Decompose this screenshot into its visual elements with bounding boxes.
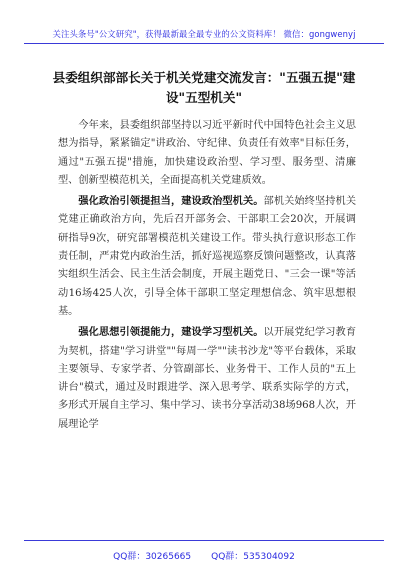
paragraph-intro [58,116,356,190]
header-notice: 关注头条号"公文研究"，获得最新最全最专业的公文资料库！ 微信：gongwenyj [52,29,356,39]
footer-qq-group-2: QQ群：535304092 [211,552,295,562]
document-body [58,116,356,436]
document-title [40,68,368,108]
paragraph-lead: 强化思想引领提能力，建设学习型机关。 [78,326,264,339]
paragraph-text: 今年来，县委组织部坚持以习近平新时代中国特色社会主义思想为指导，紧紧锚定"讲政治、守纪律、负责任有效率"目标任务，通过"五强五提"措施，加快建设政治型、学习型、服务型、清廉型、创新型模范机关，全面提高机关党建质效。 [58,120,356,186]
paragraph-political [58,192,356,321]
title-line-1: 县委组织部部长关于机关党建交流发言："五强五提"建 [52,70,356,85]
paragraph-lead: 强化政治引领提担当，建设政治型机关。 [78,195,264,208]
paragraph-text: 部机关始终坚持机关党建正确政治方向，先后召开部务会、干部职工会20次，开展调研指导9次，研究部署模范机关建设工作。带头执行意识形态工作责任制，严肃党内政治生活，抓好巡视巡察反馈问题整改，认真落实组织生活会、民主生活会制度，开展主题党日、"三会一课"等活动16场425人次，引导全体干部职工坚定理想信念、筑牢思想根基。 [58,196,357,317]
page-footer [24,540,384,566]
title-line-2: 设"五型机关" [165,90,243,105]
footer-qq-group-1: QQ群：30265665 [113,552,192,562]
page-header [24,18,384,44]
paragraph-text: 以开展党纪学习教育为契机，搭建"学习讲堂""每周一学""读书沙龙"等平台载体，采取主要领导、专家学者、分管副部长、业务骨干、工作人员的"五上讲台"模式，通过及时跟进学、深入思考学、联系实际学的方式，多形式开展自主学习、集中学习、读书分享活动38场968人次，开展理论学 [58,327,357,430]
paragraph-learning [58,323,356,434]
